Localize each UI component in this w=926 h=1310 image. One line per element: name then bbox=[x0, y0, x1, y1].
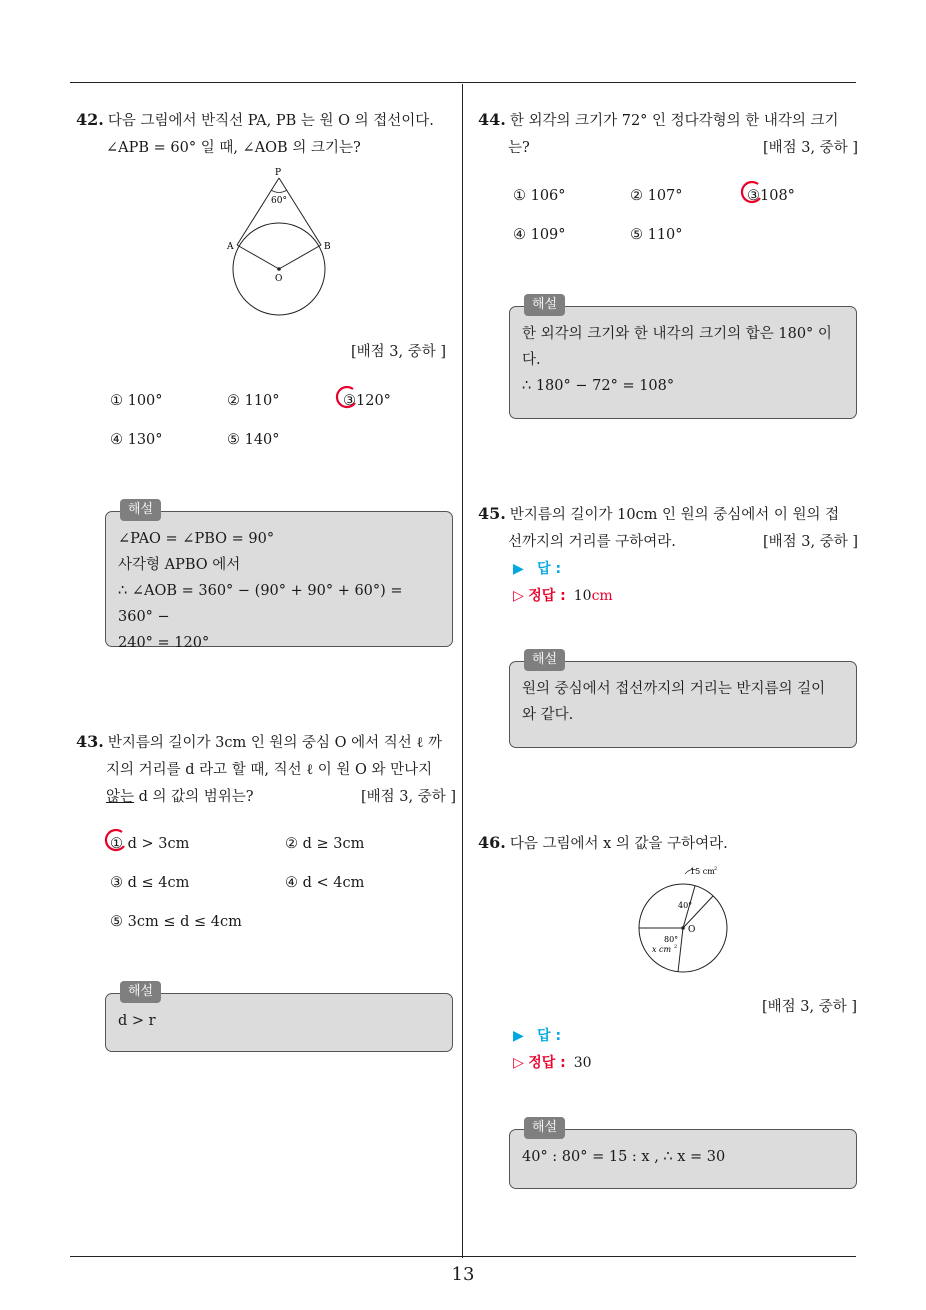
play-icon: ▶ bbox=[513, 561, 524, 577]
question-text: 다음 그림에서 반직선 PA, PB 는 원 O 의 접선이다. bbox=[107, 113, 434, 129]
explanation-line: ∴ 180° − 72° = 108° bbox=[522, 378, 675, 394]
label-80: 80° bbox=[664, 935, 679, 944]
correct-answer-row bbox=[513, 586, 613, 606]
label-o: O bbox=[275, 274, 283, 284]
top-rule bbox=[70, 82, 856, 83]
explanation-tag: 해설 bbox=[524, 1117, 565, 1139]
points-label: [배점 3, 중하 ] bbox=[350, 344, 446, 360]
question-text: ∠APB = 60° 일 때, ∠AOB 의 크기는? bbox=[106, 140, 361, 156]
correct-label: 정답 : bbox=[528, 1055, 566, 1071]
question-number: 44. bbox=[478, 110, 506, 129]
question-text: 는? bbox=[508, 140, 530, 156]
choice-2[interactable]: ② 110° bbox=[227, 393, 280, 409]
choice-1[interactable]: ① 106° bbox=[513, 188, 566, 204]
explanation-line: 240° = 120° bbox=[118, 635, 210, 651]
explanation-line: 사각형 APBO 에서 bbox=[118, 557, 241, 573]
question-text: 지의 거리를 d 라고 할 때, 직선 ℓ 이 원 O 와 만나지 bbox=[106, 762, 433, 778]
question-42 bbox=[76, 106, 456, 162]
red-check-circle-icon bbox=[740, 181, 764, 205]
label-sup2: 2 bbox=[674, 944, 678, 950]
question-46 bbox=[478, 829, 858, 858]
explanation-tag: 해설 bbox=[524, 649, 565, 671]
explanation-box bbox=[509, 297, 857, 419]
choice-5[interactable]: ⑤ 110° bbox=[630, 227, 683, 243]
red-check-circle-icon bbox=[335, 386, 359, 410]
tangent-figure bbox=[220, 165, 340, 325]
label-angle: 60° bbox=[271, 196, 287, 206]
choice-5[interactable]: ⑤ 3cm ≤ d ≤ 4cm bbox=[110, 914, 242, 930]
question-text: 반지름의 길이가 3cm 인 원의 중심 O 에서 직선 ℓ 까 bbox=[107, 735, 442, 751]
question-text: 다음 그림에서 x 의 값을 구하여라. bbox=[509, 836, 728, 852]
answer-label: 답 : bbox=[537, 1028, 562, 1044]
explanation-line: d > r bbox=[118, 1013, 156, 1029]
explanation-line: 와 같다. bbox=[522, 707, 574, 723]
choice-2[interactable]: ② 107° bbox=[630, 188, 683, 204]
sector-figure bbox=[628, 860, 748, 975]
question-43 bbox=[76, 728, 456, 811]
correct-unit: cm bbox=[591, 588, 613, 604]
label-a: A bbox=[227, 242, 234, 252]
explanation-tag: 해설 bbox=[120, 981, 161, 1003]
choice-1[interactable]: ① 100° bbox=[110, 393, 163, 409]
correct-answer-row bbox=[513, 1053, 592, 1073]
choice-number: ③ bbox=[747, 188, 760, 204]
label-xcm: x cm bbox=[652, 945, 672, 954]
answer-label: 답 : bbox=[537, 561, 562, 577]
choice-4[interactable]: ④ 109° bbox=[513, 227, 566, 243]
explanation-box bbox=[509, 1120, 857, 1189]
points-label: [배점 3, 중하 ] bbox=[360, 789, 456, 805]
correct-label: 정답 : bbox=[528, 588, 566, 604]
explanation-line: ∠PAO = ∠PBO = 90° bbox=[118, 531, 275, 547]
label-sup: 2 bbox=[714, 866, 718, 872]
choice-number: ③ bbox=[343, 393, 356, 409]
question-44 bbox=[478, 106, 858, 162]
label-15cm: 15 cm bbox=[690, 867, 715, 876]
play-icon: ▶ bbox=[513, 1028, 524, 1044]
question-number: 45. bbox=[478, 504, 506, 523]
explanation-line: ∴ ∠AOB = 360° − (90° + 90° + 60°) = 360° − bbox=[118, 583, 403, 625]
choice-2[interactable]: ② d ≥ 3cm bbox=[285, 836, 365, 852]
answer-row bbox=[513, 1026, 561, 1046]
answer-row bbox=[513, 559, 561, 579]
question-number: 42. bbox=[76, 110, 104, 129]
label-40: 40° bbox=[678, 901, 693, 910]
choice-5[interactable]: ⑤ 140° bbox=[227, 432, 280, 448]
points-label: [배점 3, 중하 ] bbox=[762, 140, 858, 156]
question-number: 46. bbox=[478, 833, 506, 852]
choice-3[interactable]: ③ d ≤ 4cm bbox=[110, 875, 190, 891]
explanation-tag: 해설 bbox=[524, 294, 565, 316]
explanation-line: 다. bbox=[522, 352, 541, 368]
explanation-box bbox=[509, 652, 857, 748]
explanation-line: 한 외각의 크기와 한 내각의 크기의 합은 180° 이 bbox=[522, 326, 832, 342]
play-outline-icon: ▷ bbox=[513, 588, 524, 604]
label-b: B bbox=[324, 242, 331, 252]
explanation-tag: 해설 bbox=[120, 499, 161, 521]
play-outline-icon: ▷ bbox=[513, 1055, 524, 1071]
explanation-box bbox=[105, 984, 453, 1052]
page-number: 13 bbox=[451, 1264, 475, 1285]
correct-value: 30 bbox=[573, 1055, 592, 1071]
label-p: P bbox=[275, 168, 282, 178]
question-text: 반지름의 길이가 10cm 인 원의 중심에서 이 원의 접 bbox=[509, 507, 840, 523]
points-label: [배점 3, 중하 ] bbox=[762, 534, 858, 550]
bottom-rule bbox=[70, 1256, 856, 1257]
choice-value: d > 3cm bbox=[127, 836, 190, 852]
choice-4[interactable]: ④ 130° bbox=[110, 432, 163, 448]
choice-value: 108° bbox=[760, 188, 795, 204]
points-label: [배점 3, 중하 ] bbox=[761, 999, 857, 1015]
question-text: 한 외각의 크기가 72° 인 정다각형의 한 내각의 크기 bbox=[509, 113, 839, 129]
choice-value: 120° bbox=[356, 393, 391, 409]
question-number: 43. bbox=[76, 732, 104, 751]
label-o: O bbox=[688, 925, 696, 935]
question-text: 선까지의 거리를 구하여라. bbox=[508, 534, 676, 550]
question-45 bbox=[478, 500, 858, 556]
red-check-circle-icon bbox=[104, 829, 128, 853]
choice-4[interactable]: ④ d < 4cm bbox=[285, 875, 365, 891]
correct-value: 10 bbox=[573, 588, 592, 604]
explanation-box bbox=[105, 502, 453, 651]
choice-number: ① bbox=[110, 836, 123, 852]
explanation-line: 40° : 80° = 15 : x , ∴ x = 30 bbox=[522, 1149, 726, 1165]
explanation-line: 원의 중심에서 접선까지의 거리는 반지름의 길이 bbox=[522, 681, 826, 697]
underlined-word: 않는 bbox=[106, 789, 135, 805]
column-divider bbox=[462, 84, 463, 1258]
question-text: d 의 값의 범위는? bbox=[134, 789, 254, 805]
